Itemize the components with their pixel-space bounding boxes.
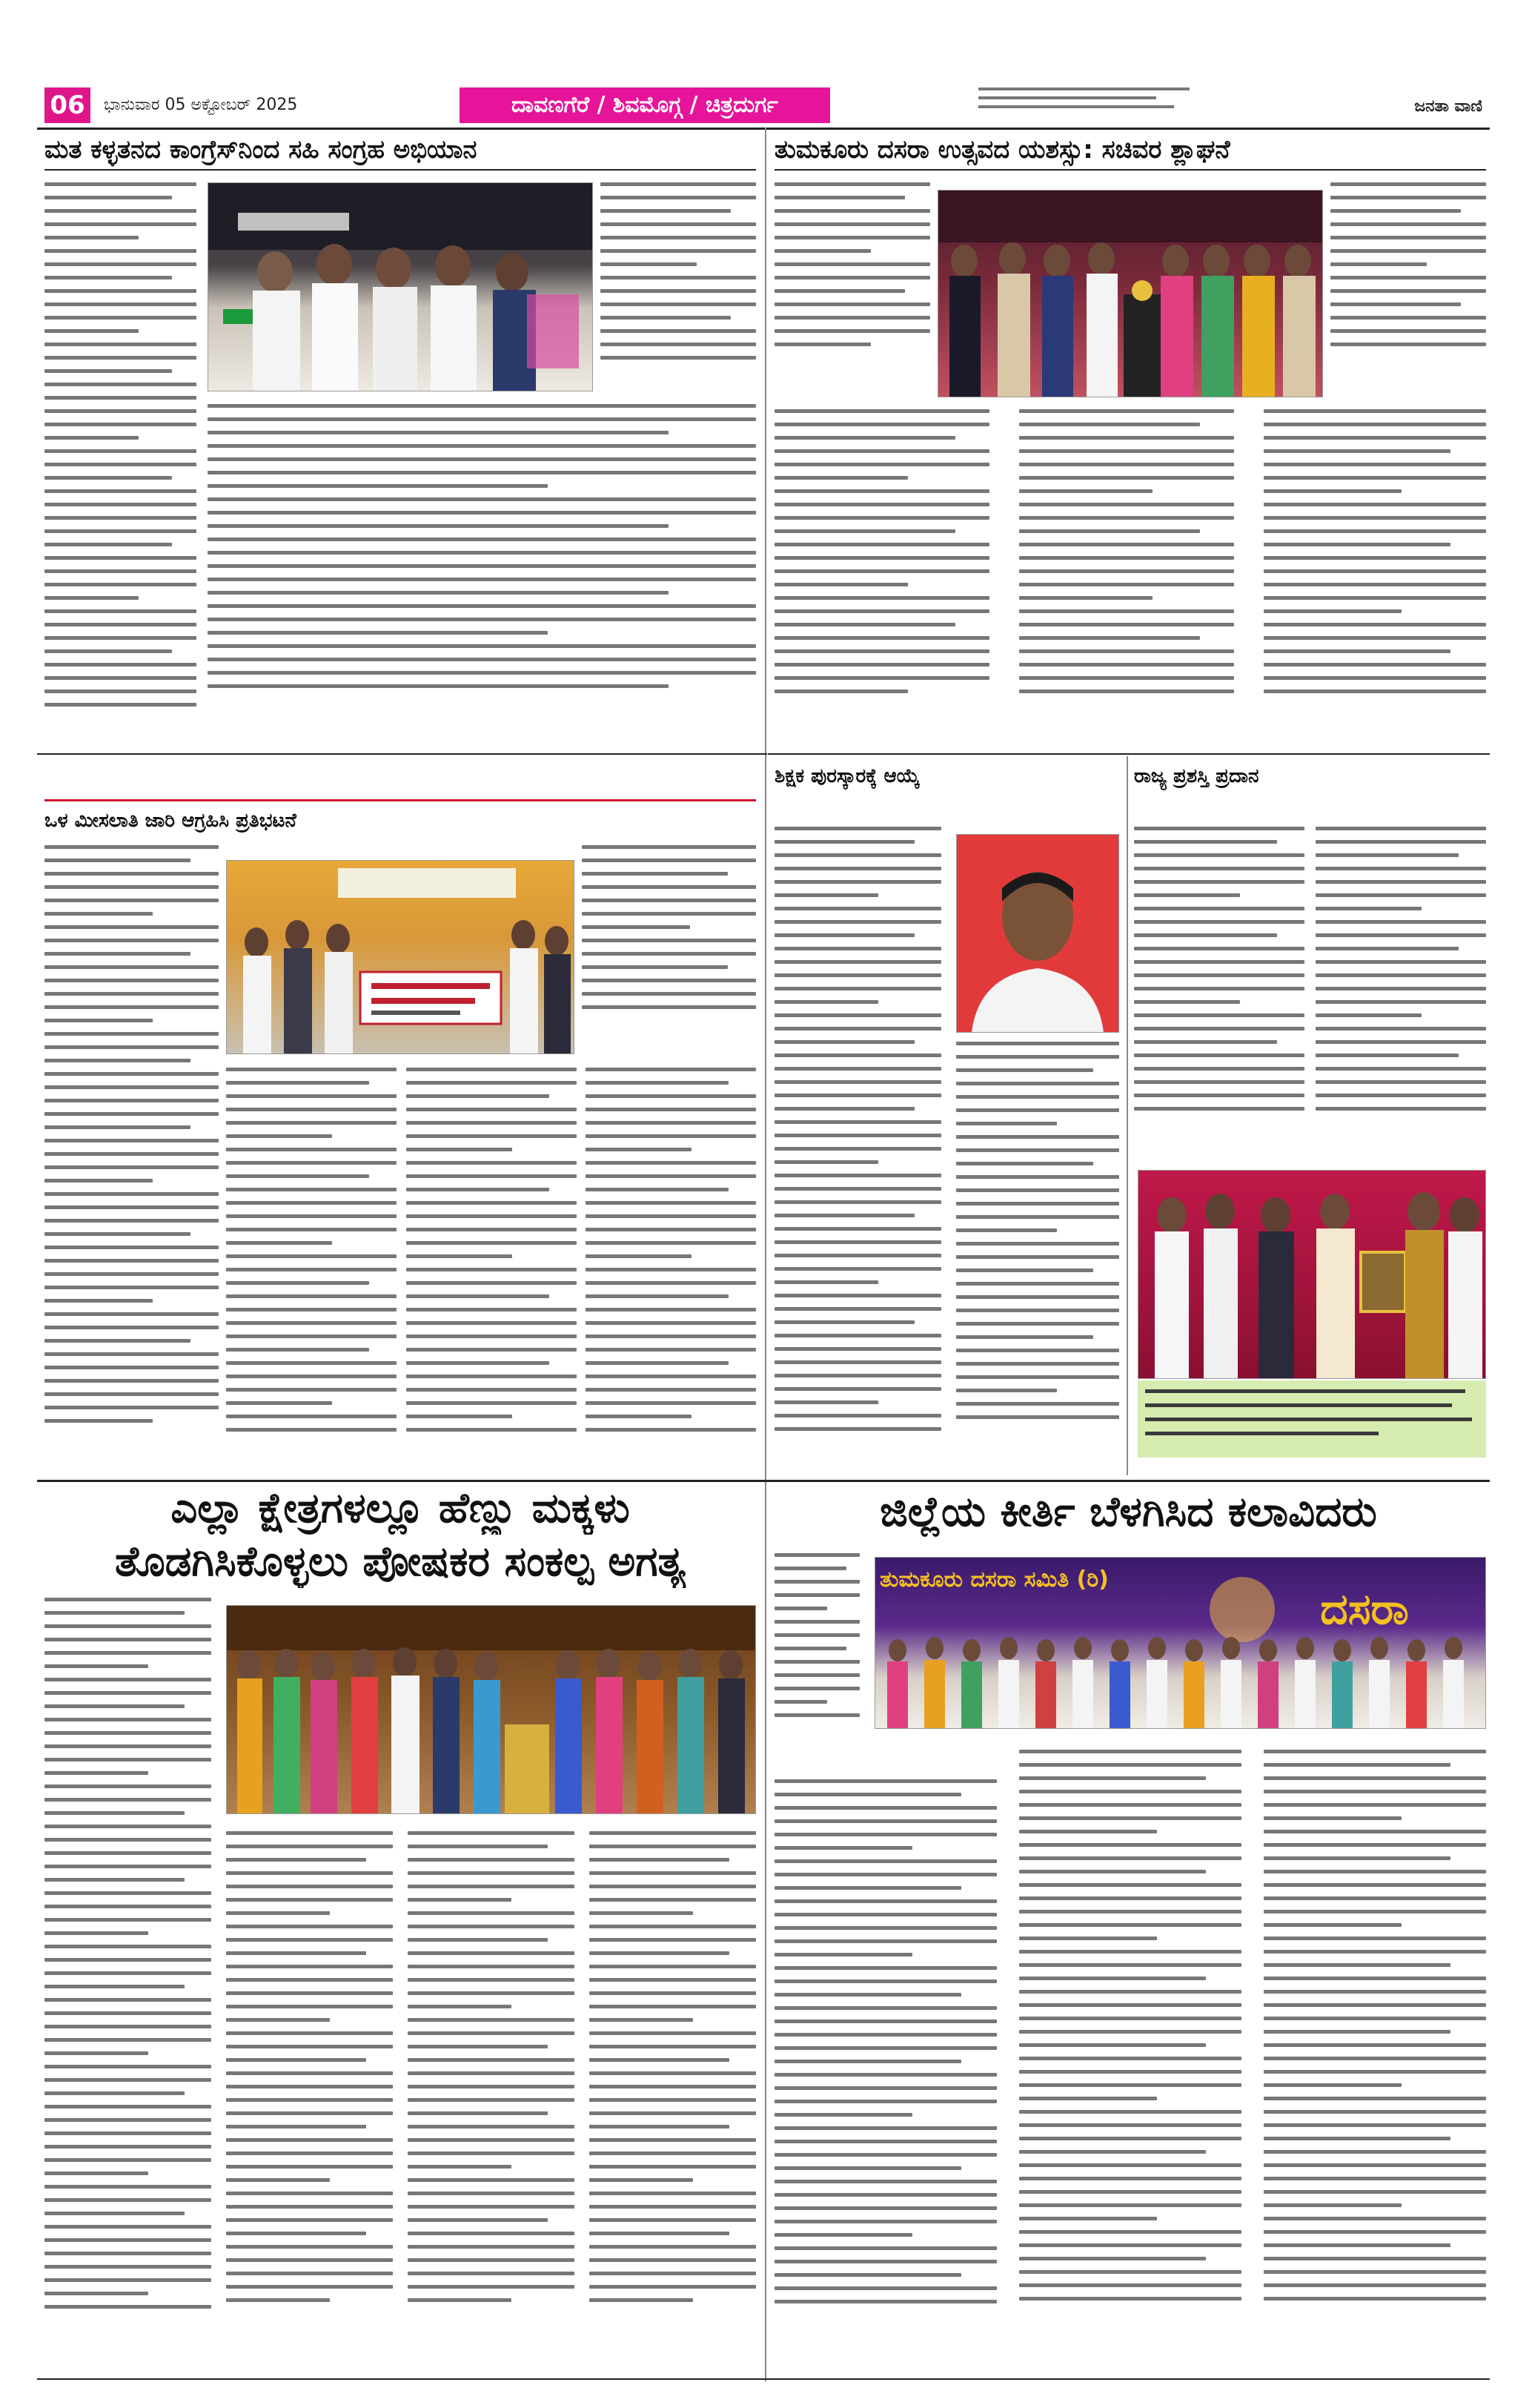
center-divider	[765, 128, 766, 2381]
dasara-stage-photo	[938, 190, 1323, 397]
women-photo	[226, 1605, 756, 1814]
dasara-col-4-top	[1330, 182, 1486, 397]
artists-banner-text: ತುಮಕೂರು ದಸರಾ ಸಮಿತಿ (ರಿ)	[880, 1567, 1109, 1592]
women-col-4	[589, 1831, 756, 2369]
artists-col-1	[775, 1779, 997, 2369]
paper-name: ಜನತಾ ವಾಣಿ	[1414, 97, 1482, 116]
footer-rule	[37, 2378, 1490, 2380]
women-col-2	[226, 1831, 393, 2369]
artists-col-intro	[775, 1553, 860, 1776]
award-col-2	[1316, 827, 1486, 1153]
congress-body	[208, 404, 756, 745]
artists-col-2	[1019, 1750, 1241, 2369]
profile-portrait	[956, 834, 1119, 1033]
congress-col-1	[44, 182, 196, 746]
inner-divider	[1127, 756, 1128, 1475]
congress-rule	[44, 169, 756, 171]
dasara-col-b	[1019, 409, 1234, 747]
dasara-col-c	[1264, 409, 1486, 747]
district-banner: ದಾವಣಗೆರೆ / ಶಿವಮೊಗ್ಗ / ಚಿತ್ರದುರ್ಗ	[460, 87, 830, 123]
page-number: 06	[44, 87, 90, 123]
profile-col-2	[956, 1042, 1119, 1472]
congress-headline: ಮತ ಕಳ್ಳತನದ ಕಾಂಗ್ರೆಸ್‌ನಿಂದ ಸಹಿ ಸಂಗ್ರಹ ಅಭಿಯಾನ	[44, 135, 477, 165]
congress-col-4	[600, 182, 756, 405]
profile-portrait-figure	[957, 835, 1118, 1032]
protest-headline: ಒಳ ಮೀಸಲಾತಿ ಜಾರಿ ಆಗ್ರಹಿಸಿ ಪ್ರತಿಭಟನೆ	[44, 810, 296, 832]
women-col-3	[408, 1831, 574, 2369]
women-headline-line1: ಎಲ್ಲಾ ಕ್ಷೇತ್ರಗಳಲ್ಲೂ ಹೆಣ್ಣು ಮಕ್ಕಳು	[170, 1484, 630, 1532]
protest-col-2	[226, 1068, 397, 1475]
dasara-col-a	[775, 409, 989, 747]
artists-col-3	[1264, 1750, 1486, 2369]
women-headline-line2: ತೊಡಗಿಸಿಕೊಳ್ಳಲು ಪೋಷಕರ ಸಂಕಲ್ಪ ಅಗತ್ಯ	[115, 1538, 686, 1586]
artists-headline: ಜಿಲ್ಲೆಯ ಕೀರ್ತಿ ಬೆಳಗಿಸಿದ ಕಲಾವಿದರು	[880, 1488, 1377, 1536]
dasara-headline: ತುಮಕೂರು ದಸರಾ ಉತ್ಸವದ ಯಶಸ್ಸು: ಸಚಿವರ ಶ್ಲಾಘನೆ	[775, 135, 1230, 165]
award-col-1	[1134, 827, 1304, 1153]
artists-photo	[875, 1557, 1486, 1729]
artists-banner-big: ದಸರಾ	[1320, 1584, 1409, 1634]
dasara-rule	[775, 169, 1486, 171]
award-headline: ರಾಜ್ಯ ಪ್ರಶಸ್ತಿ ಪ್ರದಾನ	[1134, 765, 1259, 787]
women-photo-figures	[227, 1606, 755, 1813]
protest-col-1	[44, 845, 219, 1475]
profile-col-1	[775, 827, 941, 1472]
profile-headline: ಶಿಕ್ಷಕ ಪುರಸ್ಕಾರಕ್ಕೆ ಆಯ್ಕೆ	[775, 765, 920, 787]
section-rule-right	[768, 753, 1490, 755]
congress-photo-figures	[208, 183, 592, 391]
protest-col-4	[586, 1068, 756, 1475]
dateline: ಭಾನುವಾರ 05 ಅಕ್ಟೋಬರ್ 2025	[104, 96, 298, 114]
protest-col-3	[406, 1068, 577, 1475]
award-caption	[1138, 1380, 1486, 1458]
section-rule-lower	[37, 1480, 1490, 1482]
congress-photo	[208, 182, 593, 391]
protest-photo-figures	[227, 861, 574, 1054]
dasara-col-1-top	[775, 182, 930, 397]
header-rule	[37, 128, 1490, 130]
women-col-1	[44, 1598, 211, 2369]
protest-red-rule	[44, 799, 756, 801]
protest-col-4-top	[582, 845, 756, 1060]
header-small-print	[978, 83, 1201, 123]
dasara-stage-figures	[938, 191, 1322, 397]
artists-photo-figures	[875, 1558, 1485, 1728]
award-photo	[1138, 1170, 1486, 1379]
award-photo-figures	[1138, 1171, 1485, 1378]
section-rule-left	[37, 753, 767, 755]
protest-photo	[226, 860, 574, 1054]
